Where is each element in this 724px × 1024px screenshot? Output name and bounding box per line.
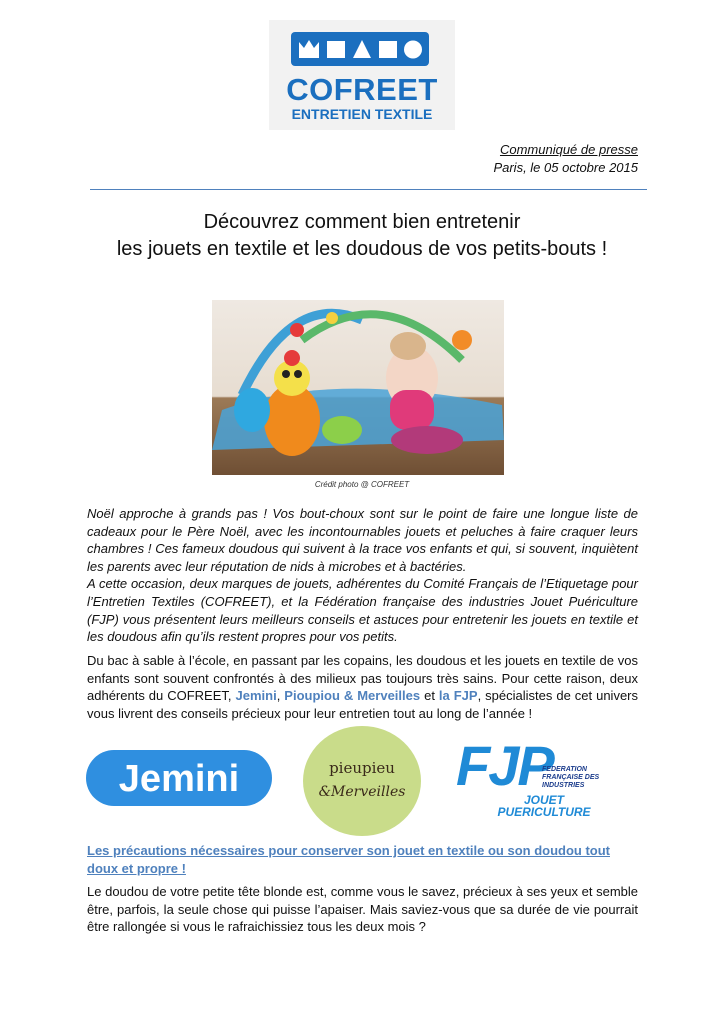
fjp-fed-line-2: FRANÇAISE DES INDUSTRIES	[542, 774, 600, 789]
cofreet-logo	[269, 20, 455, 130]
title-line-1: Découvrez comment bien entretenir	[203, 211, 521, 233]
fjp-federation	[542, 766, 632, 790]
fjp-letters: FJP	[456, 734, 553, 797]
pieupieu-text-1: pieupieu	[329, 759, 395, 777]
brand-fjp-link: la FJP	[438, 688, 478, 704]
press-header	[493, 141, 638, 177]
brands-paragraph	[87, 652, 638, 722]
section-paragraph: Le doudou de votre petite tête blonde est, comme vous le savez, précieux à ses yeux et semble être, parfois, la seule chose qui puisse l’apaiser. Mais saviez-vous que sa durée de vie pourrait être rallongée si vous le rafraichissiez tous les deux mois ?	[87, 884, 638, 935]
pieupieu-text-2: &Merveilles	[318, 784, 406, 800]
cofreet-shapes-icon	[291, 30, 431, 68]
pieupieu-logo	[303, 726, 421, 836]
page-title	[60, 209, 664, 263]
jemini-logo-text: Jemini	[118, 758, 240, 800]
para2-sep2: et	[420, 688, 439, 704]
brand-jemini-link: Jemini	[235, 688, 277, 704]
intro-text-1: Noël approche à grands pas ! Vos bout-choux sont sur le point de faire une longue liste de cadeaux pour le Père Noël, avec les incontournables jouets et peluches à faire craquer leurs chambres ! Ces fameux doudous qui suivent à la trace vos enfants et qui, si souvent, inquiètent les parents avec leur réputation de nids à microbes et à bactéries.	[87, 506, 638, 574]
jemini-logo	[84, 746, 274, 810]
fjp-puericulture: PUERICULTURE	[497, 805, 591, 819]
para2-end: , spécialistes de cet univers vous livrent des conseils précieux pour leur entretien tout au long de l’année !	[87, 688, 638, 721]
fjp-jouet: JOUET	[523, 793, 564, 807]
press-type: Communiqué de presse	[499, 142, 638, 157]
fjp-logo	[456, 736, 631, 824]
title-line-2: les jouets en textile et les doudous de vos petits-bouts !	[116, 238, 608, 260]
para2-sep1: ,	[276, 688, 285, 704]
divider	[90, 189, 647, 190]
intro-paragraph	[87, 505, 638, 646]
section-heading: Les précautions nécessaires pour conserver son jouet en textile ou son doudou tout doux et propre !	[87, 843, 610, 876]
logo-name: COFREET	[286, 72, 438, 107]
logo-subtitle: ENTRETIEN TEXTILE	[291, 106, 433, 122]
fjp-jouet-puericulture	[494, 794, 594, 818]
photo-credit: Crédit photo @ COFREET	[314, 480, 410, 489]
press-date: Paris, le 05 octobre 2015	[493, 160, 638, 175]
baby-photo	[212, 300, 504, 475]
fjp-fed-line-1: FEDERATION	[542, 766, 587, 773]
brand-pioupiou-link: Pioupiou & Merveilles	[284, 688, 421, 704]
intro-text-2: A cette occasion, deux marques de jouets, adhérentes du Comité Français de l’Etiquetage pour l’Entretien Textiles (COFREET), et la Fédération française des industries Jouet Puériculture (FJP) vous présentent leurs meilleurs conseils et astuces pour entretenir les jouets en textile et les doudous afin qu’ils restent propres pour vos petits.	[87, 576, 638, 645]
baby-toys-illustration	[212, 300, 504, 475]
brand-logos	[80, 726, 650, 836]
para2-start: Du bac à sable à l’école, en passant par les copains, les doudous et les jouets en textile de vos enfants sont souvent confrontés à des milieux pas toujours très sains. Pour cette raison, deux adhérents du COFREET,	[87, 653, 638, 704]
